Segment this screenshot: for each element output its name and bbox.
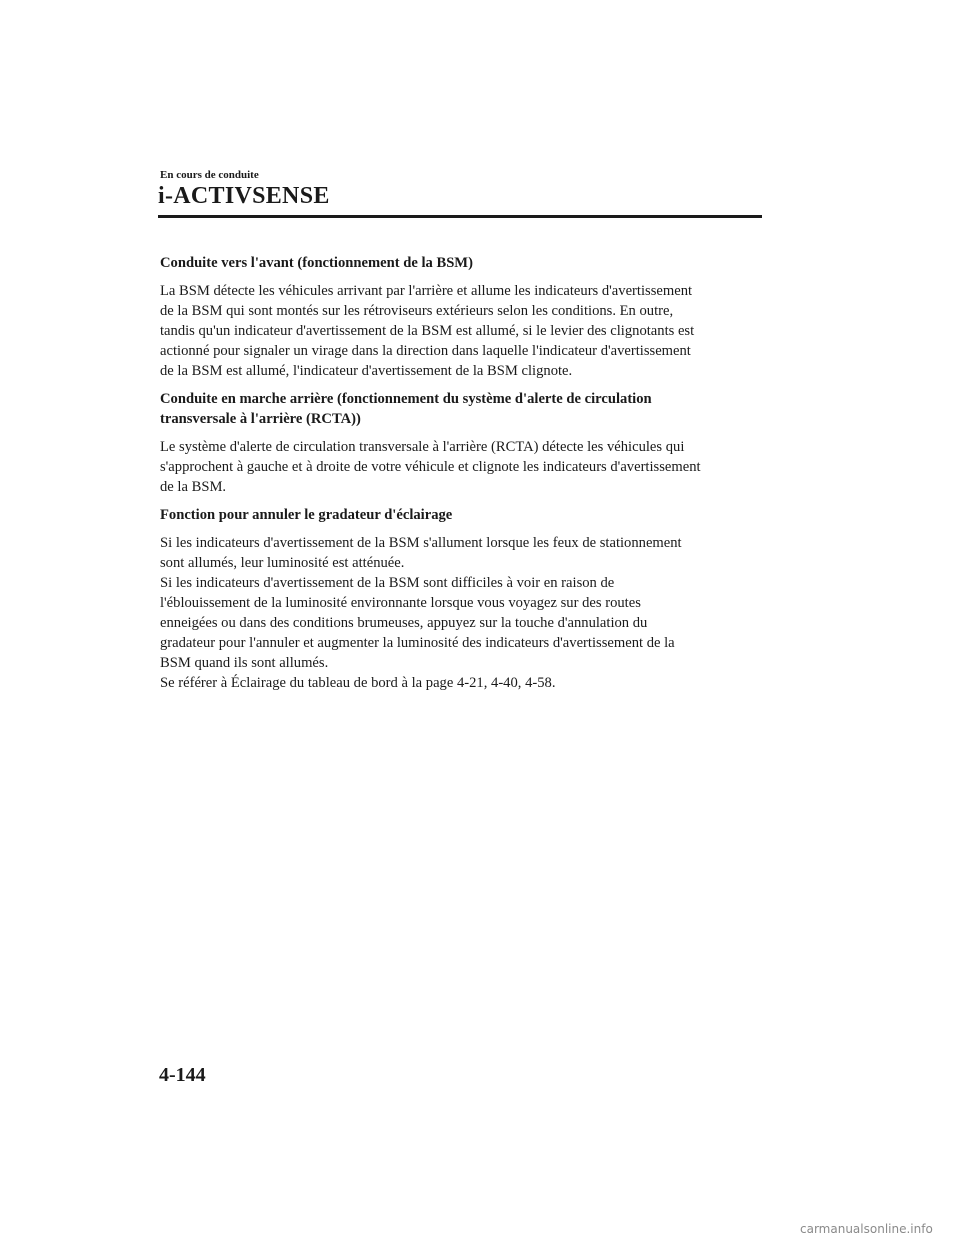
text-line: de la BSM. bbox=[160, 479, 227, 495]
text-line: l'éblouissement de la luminosité environnante lorsque vous voyagez sur des routes bbox=[160, 595, 641, 611]
text-line: gradateur pour l'annuler et augmenter la luminosité des indicateurs d'avertissement de la bbox=[160, 635, 675, 651]
text-line: de la BSM qui sont montés sur les rétroviseurs extérieurs selon les conditions. En outre, bbox=[160, 303, 674, 319]
body-content bbox=[160, 253, 770, 701]
text-line: transversale à l'arrière (RCTA)) bbox=[160, 411, 361, 427]
text-line: enneigées ou dans des conditions brumeuses, appuyez sur la touche d'annulation du bbox=[160, 615, 648, 631]
watermark-text: carmanualsonline.info bbox=[800, 1222, 933, 1236]
text-line: Conduite vers l'avant (fonctionnement de la BSM) bbox=[160, 255, 473, 271]
heading-dimmer-cancel bbox=[160, 505, 770, 525]
heading-reverse-driving bbox=[160, 389, 770, 429]
heading-forward-driving bbox=[160, 253, 770, 273]
text-line: Si les indicateurs d'avertissement de la BSM sont difficiles à voir en raison de bbox=[160, 575, 615, 591]
text-line: Si les indicateurs d'avertissement de la BSM s'allument lorsque les feux de stationnement bbox=[160, 535, 682, 551]
text-line: de la BSM est allumé, l'indicateur d'avertissement de la BSM clignote. bbox=[160, 363, 573, 379]
page-reference-line: Se référer à Éclairage du tableau de bord à la page 4-21, 4-40, 4-58. bbox=[160, 675, 556, 691]
page-number: 4-144 bbox=[159, 1064, 206, 1086]
text-line: La BSM détecte les véhicules arrivant par l'arrière et allume les indicateurs d'avertissement bbox=[160, 283, 693, 299]
text-line: Fonction pour annuler le gradateur d'éclairage bbox=[160, 507, 453, 523]
text-line: actionné pour signaler un virage dans la direction dans laquelle l'indicateur d'avertissement bbox=[160, 343, 691, 359]
header-divider bbox=[158, 215, 762, 218]
text-line: Conduite en marche arrière (fonctionnement du système d'alerte de circulation bbox=[160, 391, 652, 407]
paragraph-dimmer bbox=[160, 533, 770, 693]
chapter-title: i-ACTIVSENSE bbox=[158, 183, 330, 209]
text-line: BSM quand ils sont allumés. bbox=[160, 655, 329, 671]
text-line: Le système d'alerte de circulation transversale à l'arrière (RCTA) détecte les véhicules qui bbox=[160, 439, 685, 455]
paragraph-bsm-detection bbox=[160, 281, 770, 381]
section-label: En cours de conduite bbox=[160, 169, 259, 181]
text-line: sont allumés, leur luminosité est atténuée. bbox=[160, 555, 405, 571]
text-line: tandis qu'un indicateur d'avertissement de la BSM est allumé, si le levier des clignotants est bbox=[160, 323, 695, 339]
text-line: s'approchent à gauche et à droite de votre véhicule et clignote les indicateurs d'avertissement bbox=[160, 459, 701, 475]
paragraph-rcta bbox=[160, 437, 770, 497]
